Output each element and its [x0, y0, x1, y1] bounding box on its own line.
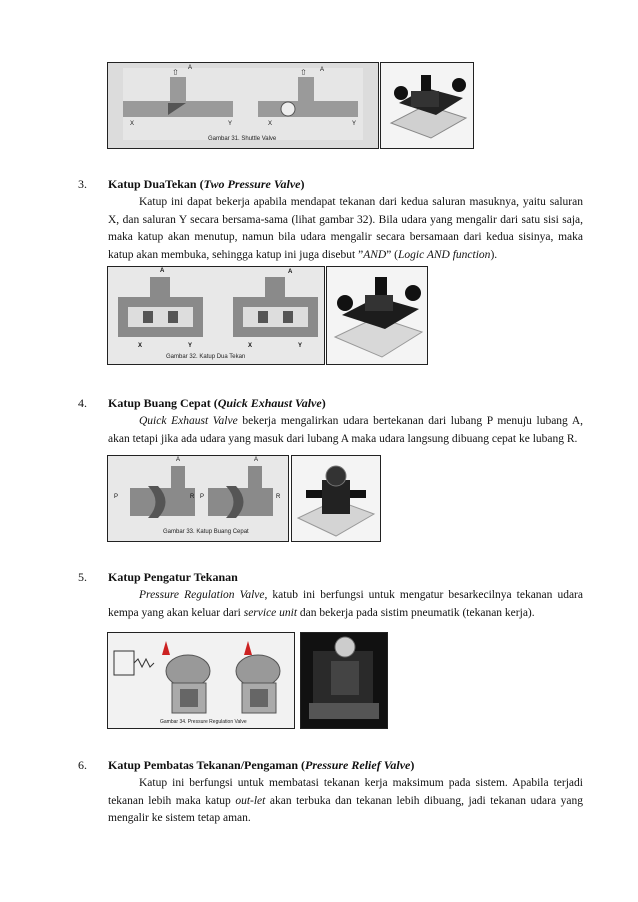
figure-32-diagram: [107, 266, 325, 365]
port-x-label: X: [138, 343, 143, 349]
para-italic: Logic AND function: [398, 248, 491, 261]
figure-34-photo: [300, 632, 388, 729]
two-pressure-valve-photo: [327, 267, 427, 364]
port-p-label: P: [114, 494, 119, 500]
port-a-label: A: [288, 269, 293, 275]
figure-31-photo: [380, 62, 474, 149]
section-number: 6.: [78, 758, 87, 772]
port-y-label: Y: [352, 121, 357, 127]
para-italic: service unit: [243, 606, 298, 619]
figure-33-diagram: [107, 455, 289, 542]
port-r-label: R: [276, 494, 281, 500]
port-p-label: P: [200, 494, 205, 500]
port-x-label: X: [268, 121, 273, 127]
section-paragraph: [108, 775, 583, 828]
para-text: Katup ini berfungsi untuk membatasi tekanan kerja maksimum pada sistem. Apabila terjadi tekanan lebih maka katup: [108, 777, 583, 807]
port-a-label: A: [320, 67, 325, 73]
heading-end: ): [321, 396, 326, 410]
heading-text: Katup Pembatas Tekanan/Pengaman (: [108, 758, 306, 772]
para-text: Katup ini dapat bekerja apabila mendapat tekanan dari kedua saluran masuknya, yaitu saluran X, dan saluran Y secara bersama-sama (lihat gambar 32). Bila udara yang mengalir dari satu sisi saja, maka katup akan menutup, namun bila udara mengalir secara bersamaan dari kedua sisinya, maka katup akan membuka, sehingga katup ini juga disebut ”: [108, 196, 583, 261]
section-heading: [108, 177, 304, 192]
pressure-regulation-valve-photo: [301, 633, 387, 728]
shuttle-valve-photo: [381, 63, 473, 148]
para-text: dan bekerja pada sistim pneumatik (tekanan kerja).: [297, 606, 535, 619]
svg-text:⇧: ⇧: [172, 68, 179, 77]
svg-text:⇧: ⇧: [300, 68, 307, 77]
heading-text: Katup Pengatur Tekanan: [108, 570, 238, 584]
heading-italic: Two Pressure Valve: [203, 177, 301, 191]
section-paragraph: [108, 587, 583, 622]
section-paragraph: [108, 194, 583, 264]
port-a-label: A: [188, 65, 193, 71]
heading-italic: Pressure Relief Valve: [305, 758, 411, 772]
section-paragraph: [108, 413, 583, 448]
para-italic: out-let: [235, 794, 266, 807]
para-italic: Pressure Regulation Valve: [139, 589, 265, 601]
port-x-label: X: [130, 121, 135, 127]
figure-34-caption: Gambar 34. Pressure Regulation Valve: [160, 719, 247, 725]
section-heading: [108, 396, 326, 411]
port-r-label: R: [190, 494, 195, 500]
port-x-label: X: [248, 343, 253, 349]
figure-32-photo: [326, 266, 428, 365]
figure-33-caption: Gambar 33. Katup Buang Cepat: [163, 529, 249, 535]
pressure-regulation-valve-drawing: [108, 633, 294, 728]
quick-exhaust-valve-photo: [292, 456, 380, 541]
port-y-label: Y: [298, 343, 303, 349]
heading-end: ): [300, 177, 305, 191]
port-a-label: A: [176, 457, 181, 463]
port-y-label: Y: [228, 121, 233, 127]
heading-end: ): [410, 758, 415, 772]
heading-text: Katup Buang Cepat (: [108, 396, 218, 410]
port-y-label: Y: [188, 343, 193, 349]
heading-text: Katup DuaTekan (: [108, 177, 204, 191]
port-a-label: A: [160, 268, 165, 274]
para-italic: Quick Exhaust Valve: [139, 415, 238, 427]
para-text: , katub ini berfungsi untuk mengatur besarkecilnya tekanan udara kempa yang akan keluar dari: [108, 589, 583, 619]
section-heading: [108, 570, 238, 585]
para-italic: AND: [363, 248, 387, 261]
section-number: 4.: [78, 396, 87, 410]
para-text: ” (: [386, 248, 398, 261]
section-number: 3.: [78, 177, 87, 191]
para-text: akan terbuka dan tekanan lebih dibuang, jadi tekanan udara yang mengalir ke sistem tetap aman.: [108, 794, 583, 824]
figure-31-diagram: [107, 62, 379, 149]
port-a-label: A: [254, 457, 259, 463]
figure-31-caption: Gambar 31. Shuttle Valve: [208, 136, 277, 142]
heading-italic: Quick Exhaust Valve: [217, 396, 322, 410]
figure-32-caption: Gambar 32. Katup Dua Tekan: [166, 354, 246, 360]
figure-34-diagram: [107, 632, 295, 729]
para-text: bekerja mengalirkan udara bertekanan dari lubang P menuju lubang A, akan tetapi jika ada udara yang masuk dari lubang A maka udara langsung dibuang cepat ke lubang R.: [108, 415, 583, 445]
section-number: 5.: [78, 570, 87, 584]
figure-33-photo: [291, 455, 381, 542]
two-pressure-valve-drawing: [108, 267, 324, 364]
para-text: ).: [490, 248, 498, 261]
section-heading: [108, 758, 414, 773]
